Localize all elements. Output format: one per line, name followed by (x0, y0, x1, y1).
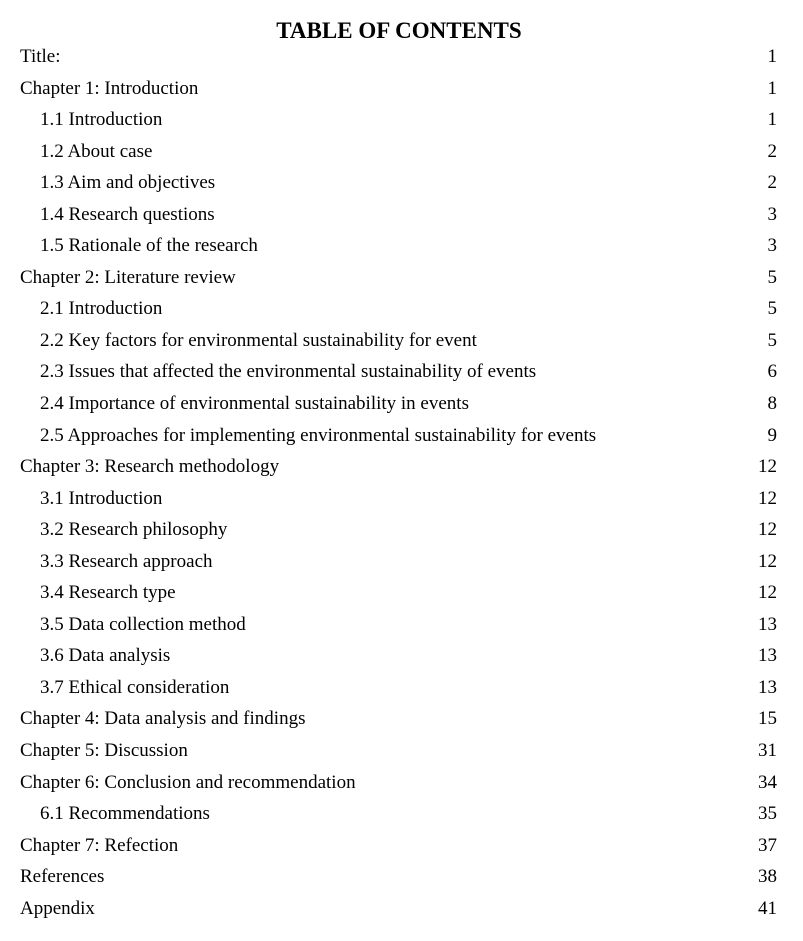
page-title: TABLE OF CONTENTS (276, 18, 522, 43)
toc-entry-page: 12 (758, 519, 777, 541)
toc-entry[interactable] (20, 388, 777, 420)
toc-entry-label: 1.5 Rationale of the research (40, 235, 258, 257)
toc-entry-label: Appendix (20, 897, 95, 919)
toc-entry-page: 5 (767, 298, 777, 320)
toc-entry[interactable] (20, 293, 777, 325)
toc-entry-page: 13 (758, 676, 777, 698)
toc-entry-label: 2.5 Approaches for implementing environmental sustainability for events (40, 424, 597, 446)
toc-entry[interactable] (20, 767, 777, 799)
toc-entry[interactable] (20, 735, 777, 767)
toc-entry-label: 2.1 Introduction (40, 298, 163, 320)
toc-entry-page: 2 (767, 172, 777, 194)
toc-entry-label: 3.4 Research type (40, 582, 176, 604)
toc-entry-label: 3.5 Data collection method (40, 613, 246, 635)
toc-entry-label: Chapter 5: Discussion (20, 740, 188, 762)
toc-entry-page: 15 (758, 708, 777, 730)
toc-entry-label: Chapter 2: Literature review (20, 266, 236, 288)
toc-entry-page: 1 (767, 46, 777, 67)
toc-entry[interactable] (20, 546, 777, 578)
toc-entry[interactable] (20, 199, 777, 231)
toc-entry-label: 1.4 Research questions (40, 203, 215, 225)
toc-entry[interactable] (20, 798, 777, 830)
toc-entry[interactable] (20, 73, 777, 105)
toc-entry[interactable] (20, 136, 777, 168)
toc-entry-page: 8 (767, 393, 777, 415)
toc-entry-page: 12 (758, 456, 777, 478)
toc-entry-page: 37 (758, 834, 777, 856)
toc-entry-label: 3.2 Research philosophy (40, 519, 228, 541)
toc-entry-page: 5 (767, 266, 777, 288)
toc-entry[interactable] (20, 167, 777, 199)
toc-entry[interactable] (20, 230, 777, 262)
toc-entry-page: 3 (767, 203, 777, 225)
toc-entry-page: 41 (758, 897, 777, 919)
toc-entry-page: 13 (758, 613, 777, 635)
toc-entry[interactable] (20, 893, 777, 925)
toc-entry-label: 1.3 Aim and objectives (40, 172, 216, 194)
toc-entry[interactable] (20, 104, 777, 136)
toc-entry-label: 1.2 About case (40, 140, 153, 162)
toc-entry-label: 3.7 Ethical consideration (40, 676, 230, 698)
toc-entry-label: Chapter 4: Data analysis and findings (20, 708, 306, 730)
toc-entry-label: 1.1 Introduction (40, 109, 163, 131)
toc-entry-page: 12 (758, 582, 777, 604)
toc-entry-label: 2.3 Issues that affected the environmental sustainability of events (40, 361, 537, 383)
toc-entry-label: 3.1 Introduction (40, 487, 163, 509)
toc-entry-label: 6.1 Recommendations (40, 803, 210, 825)
toc-entry-page: 3 (767, 235, 777, 257)
toc-entry-page: 6 (767, 361, 777, 383)
toc-entry[interactable] (20, 41, 777, 73)
toc-entry-page: 35 (758, 803, 777, 825)
toc-entry-page: 5 (767, 329, 777, 351)
toc-entry-page: 13 (758, 645, 777, 667)
toc-entry[interactable] (20, 356, 777, 388)
toc-entry-page: 12 (758, 487, 777, 509)
toc-entry-label: 2.4 Importance of environmental sustainability in events (40, 393, 469, 415)
toc-entry-page: 9 (767, 424, 777, 446)
toc-entry-page: 1 (767, 109, 777, 131)
toc-entry-label: Chapter 1: Introduction (20, 77, 199, 99)
toc-entry-page: 34 (758, 771, 777, 793)
toc-entry-label: Chapter 3: Research methodology (20, 456, 280, 478)
toc-entry[interactable] (20, 514, 777, 546)
toc-entry[interactable] (20, 861, 777, 893)
toc-entry[interactable] (20, 325, 777, 357)
toc-entry[interactable] (20, 483, 777, 515)
toc-entry[interactable] (20, 640, 777, 672)
toc-entry[interactable] (20, 672, 777, 704)
toc-entry-label: 2.2 Key factors for environmental sustainability for event (40, 329, 477, 351)
toc-list (20, 41, 777, 924)
toc-entry[interactable] (20, 420, 777, 452)
toc-entry-label: Title: (20, 46, 61, 67)
toc-entry-page: 2 (767, 140, 777, 162)
toc-entry-page: 1 (767, 77, 777, 99)
toc-entry-label: 3.6 Data analysis (40, 645, 171, 667)
toc-entry-label: Chapter 6: Conclusion and recommendation (20, 771, 356, 793)
toc-entry[interactable] (20, 703, 777, 735)
toc-entry-page: 38 (758, 866, 777, 888)
toc-entry[interactable] (20, 262, 777, 294)
toc-entry-page: 12 (758, 550, 777, 572)
toc-entry-label: Chapter 7: Refection (20, 834, 179, 856)
toc-entry[interactable] (20, 609, 777, 641)
toc-entry[interactable] (20, 577, 777, 609)
toc-entry[interactable] (20, 830, 777, 862)
toc-entry-label: References (20, 866, 105, 888)
toc-entry[interactable] (20, 451, 777, 483)
toc-entry-page: 31 (758, 740, 777, 762)
toc-entry-label: 3.3 Research approach (40, 550, 213, 572)
